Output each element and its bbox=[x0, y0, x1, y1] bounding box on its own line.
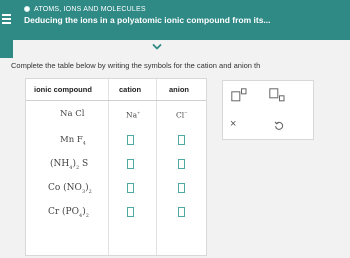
ion-table bbox=[25, 78, 207, 256]
cation-input[interactable] bbox=[127, 207, 134, 217]
progress-dot-icon bbox=[24, 6, 30, 12]
undo-icon[interactable] bbox=[274, 120, 284, 130]
menu-icon[interactable] bbox=[2, 14, 11, 24]
anion-input[interactable] bbox=[178, 135, 185, 145]
header-ionic-compound: ionic compound bbox=[34, 85, 92, 94]
compound-mnf4: Mn $F_4$ bbox=[60, 135, 86, 147]
page-title: Deducing the ions in a polyatomic ionic compound from its... bbox=[24, 15, 271, 25]
chevron-down-icon[interactable] bbox=[152, 43, 162, 51]
anion-input[interactable] bbox=[178, 183, 185, 193]
compound-nacl: Na Cl bbox=[60, 109, 85, 119]
topic-label: ATOMS, IONS AND MOLECULES bbox=[34, 5, 146, 13]
cation-input[interactable] bbox=[127, 183, 134, 193]
compound-co-no3-2: Co $(NO_3)_2$ bbox=[48, 183, 92, 195]
header-anion: anion bbox=[169, 85, 189, 94]
anion-value: Cl− bbox=[176, 110, 188, 120]
answer-tools-panel bbox=[222, 80, 314, 140]
subscript-box-icon[interactable] bbox=[269, 88, 285, 102]
menu-strip[interactable] bbox=[0, 0, 13, 58]
compound-cr-po4-2: Cr $(PO_4)_2$ bbox=[48, 207, 89, 219]
cation-input[interactable] bbox=[127, 159, 134, 169]
anion-input[interactable] bbox=[178, 159, 185, 169]
cation-input[interactable] bbox=[127, 135, 134, 145]
superscript-box-icon[interactable] bbox=[231, 88, 247, 102]
compound-nh4-2s: $(NH_4)_2$ S bbox=[50, 159, 89, 171]
instruction-text: Complete the table below by writing the symbols for the cation and anion th bbox=[11, 61, 261, 70]
cation-value: Na+ bbox=[126, 110, 141, 120]
header-cation: cation bbox=[119, 85, 142, 94]
clear-icon[interactable]: × bbox=[230, 118, 237, 130]
anion-input[interactable] bbox=[178, 207, 185, 217]
topic-row bbox=[24, 4, 146, 14]
